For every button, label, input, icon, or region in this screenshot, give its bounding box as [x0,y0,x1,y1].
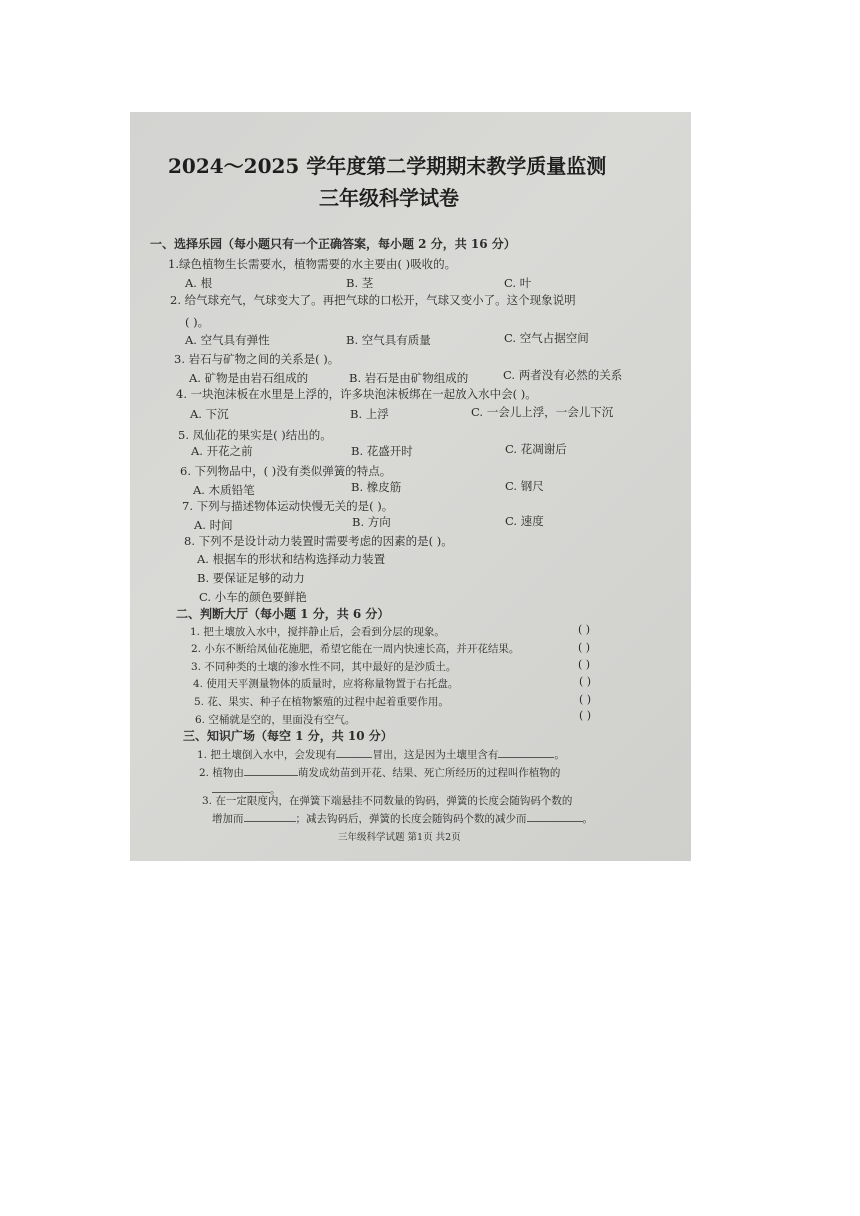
tf-item-5: 5. 花、果实、种子在植物繁殖的过程中起着重要作用。 [194,696,449,708]
q6-stem: 6. 下列物品中，( )没有类似弹簧的特点。 [180,464,392,478]
fill-blank-3-cont [212,812,593,825]
q5-option-c: C. 花凋谢后 [505,442,567,456]
tf-item-4: 4. 使用天平测量物体的质量时，应将称量物置于右托盘。 [193,678,459,690]
tf-item-3: 3. 不同种类的土壤的渗水性不同，其中最好的是沙质土。 [191,661,457,673]
tf-answer-paren-3: ( ) [578,658,591,671]
q1-option-c: C. 叶 [504,276,532,290]
fill-blank-1-part1: 1. 把土壤倒入水中，会发现有 [197,749,337,761]
q8-option-b: B. 要保证足够的动力 [197,571,305,585]
q8-option-c: C. 小车的颜色要鲜艳 [199,590,307,604]
tf-answer-paren-5: ( ) [579,693,592,706]
exam-title-line1: 2024～2025 学年度第二学期期末教学质量监测 [168,154,607,178]
q4-option-a: A. 下沉 [190,407,229,421]
q2-option-a: A. 空气具有弹性 [185,333,270,347]
fill-blank-2 [199,766,560,779]
q5-option-a: A. 开花之前 [191,444,253,458]
tf-answer-paren-4: ( ) [579,675,592,688]
blank-line-3a [244,812,296,822]
fill-blank-2-cont [212,783,281,796]
q5-option-b: B. 花盛开时 [351,444,413,458]
q3-option-b: B. 岩石是由矿物组成的 [349,371,469,385]
page-footer: 三年级科学试题 第1页 共2页 [338,832,461,843]
fill-blank-3-end: 。 [582,813,593,825]
q4-stem: 4. 一块泡沫板在水里是上浮的，许多块泡沫板绑在一起放入水中会( )。 [176,387,537,401]
q8-option-a: A. 根据车的形状和结构选择动力装置 [197,552,386,566]
q3-option-c: C. 两者没有必然的关系 [503,368,623,382]
q6-option-c: C. 钢尺 [505,479,544,493]
q1-option-b: B. 茎 [346,276,374,290]
fill-blank-3-part2: ；减去钩码后，弹簧的长度会随钩码个数的减少而 [295,813,527,825]
q1-stem: 1.绿色植物生长需要水，植物需要的水主要由( )吸收的。 [168,257,457,271]
q2-stem-paren: ( )。 [185,315,210,329]
q2-option-b: B. 空气具有质量 [346,333,431,347]
q7-stem: 7. 下列与描述物体运动快慢无关的是( )。 [182,499,394,513]
q4-option-b: B. 上浮 [350,407,389,421]
exam-title-line2: 三年级科学试卷 [319,186,459,210]
fill-blank-1-end: 。 [554,749,565,761]
q6-option-b: B. 橡皮筋 [351,480,402,494]
q3-option-a: A. 矿物是由岩石组成的 [189,371,309,385]
q2-option-c: C. 空气占据空间 [504,331,589,345]
tf-item-6: 6. 空桶就是空的，里面没有空气。 [195,714,356,726]
fill-blank-2-part1: 2. 植物由 [199,767,244,779]
q1-option-a: A. 根 [185,276,213,290]
section2-header: 二、判断大厅（每小题 1 分，共 6 分） [176,607,390,621]
tf-answer-paren-6: ( ) [579,709,592,722]
q4-option-c: C. 一会儿上浮，一会儿下沉 [471,405,614,419]
section1-header: 一、选择乐园（每小题只有一个正确答案，每小题 2 分，共 16 分） [150,237,516,251]
fill-blank-3-part1: 增加而 [212,813,244,825]
tf-item-1: 1. 把土壤放入水中，搅拌静止后，会看到分层的现象。 [190,626,445,638]
fill-blank-2-end: 。 [270,784,281,796]
blank-line-3b [527,812,583,822]
q3-stem: 3. 岩石与矿物之间的关系是( )。 [174,352,340,366]
fill-blank-1-part2: 冒出，这是因为土壤里含有 [372,749,499,761]
q8-stem: 8. 下列不是设计动力装置时需要考虑的因素的是( )。 [184,534,453,548]
blank-line-2b [212,783,270,793]
q5-stem: 5. 凤仙花的果实是( )结出的。 [178,428,332,442]
blank-line-1b [498,748,554,758]
exam-paper-photo [130,112,691,861]
tf-answer-paren-1: ( ) [578,623,591,636]
fill-blank-1 [197,748,565,761]
blank-line-1a [336,748,372,758]
q7-option-c: C. 速度 [505,514,544,528]
tf-item-2: 2. 小东不断给凤仙花施肥，希望它能在一周内快速长高，并开花结果。 [191,643,520,655]
fill-blank-2-part2: 萌发成幼苗到开花、结果、死亡所经历的过程叫作植物的 [297,767,561,779]
q6-option-a: A. 木质铅笔 [193,483,255,497]
fill-blank-3: 3. 在一定限度内，在弹簧下端悬挂不同数量的钩码，弹簧的长度会随钩码个数的 [202,795,573,807]
q7-option-a: A. 时间 [194,518,233,532]
section3-header: 三、知识广场（每空 1 分，共 10 分） [183,729,393,743]
q2-stem: 2. 给气球充气，气球变大了。再把气球的口松开，气球又变小了。这个现象说明 [170,293,576,307]
tf-answer-paren-2: ( ) [578,641,591,654]
q7-option-b: B. 方向 [352,515,391,529]
blank-line-2a [244,766,298,776]
